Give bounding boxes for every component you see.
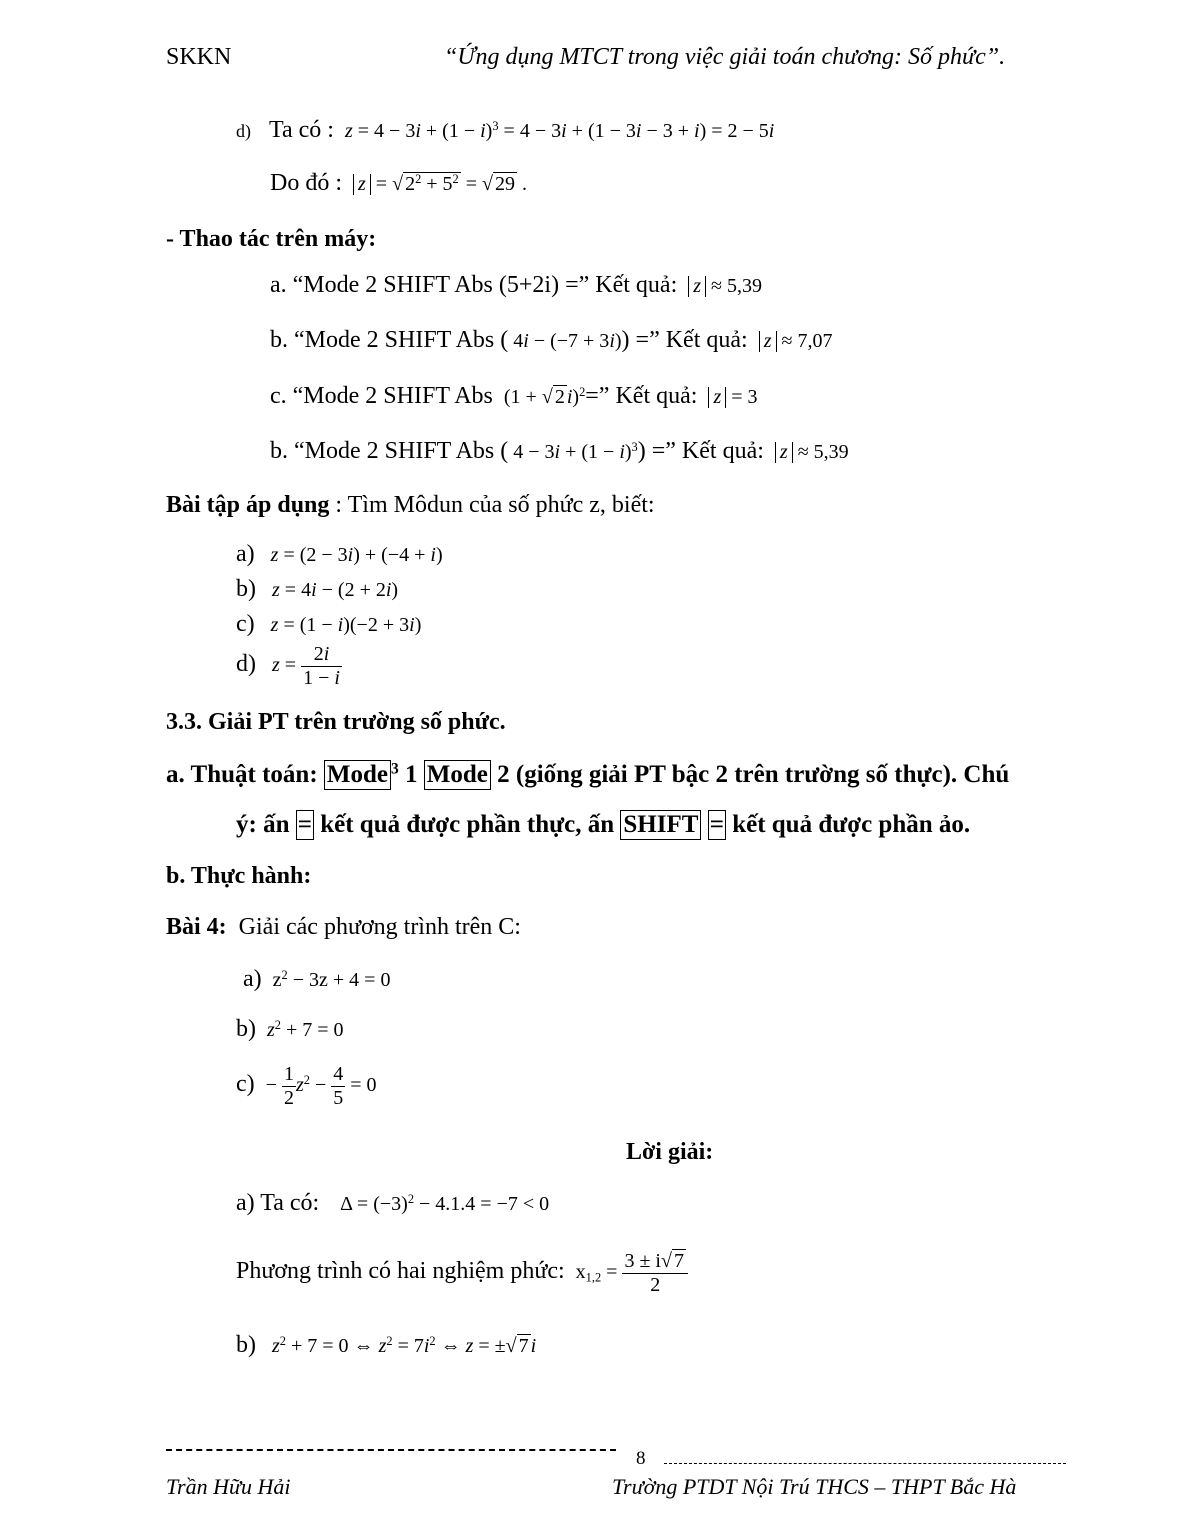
ops-item-d: b. “Mode 2 SHIFT Abs ( $4 - 3i + (1 - i)^3$) =” Kết quả: z ≈ 5,39 bbox=[270, 438, 849, 464]
mode-key-2: Mode bbox=[424, 760, 491, 790]
equals-key: = bbox=[297, 811, 312, 838]
algo-two-text: 2 (giống giải PT bậc 2 trên trường số thực). Chú bbox=[497, 761, 1010, 788]
footer-school: Trường PTDT Nội Trú THCS – THPT Bắc Hà bbox=[612, 1474, 1017, 1499]
ops-item-b-text: b. “Mode 2 SHIFT Abs bbox=[270, 327, 495, 353]
solution-title: Lời giải: bbox=[626, 1139, 714, 1165]
ops-item-b-result: ≈ 7,07 bbox=[781, 330, 833, 352]
bai4-label-b: b) bbox=[236, 1016, 256, 1042]
exercise-label-c: c) bbox=[236, 611, 255, 637]
ops-item-c-result: = 3 bbox=[731, 386, 758, 408]
equals-key-2: = bbox=[709, 811, 724, 838]
bai4-text: Giải các phương trình trên C: bbox=[238, 914, 521, 940]
bai4-title: Bài 4: bbox=[166, 914, 227, 940]
bai4-label-c: c) bbox=[236, 1071, 255, 1098]
solution-a-roots: Phương trình có hai nghiệm phức: $x_{1,2}$ = $\frac{3 \pm i√ 7}{2}$ bbox=[236, 1250, 688, 1297]
sol-d-marker: d) bbox=[236, 121, 251, 141]
section33-note bbox=[236, 810, 970, 840]
bai4-heading bbox=[166, 914, 521, 941]
footer-rule-left bbox=[166, 1449, 616, 1451]
solution-roots-text: Phương trình có hai nghiệm phức: bbox=[236, 1258, 565, 1285]
sol-d-line2 bbox=[270, 170, 527, 197]
mode-sup: 3 bbox=[391, 760, 399, 778]
ops-item-c: c. “Mode 2 SHIFT Abs (1 + √ 2 i)$^2$=” Kết quả: z = 3 bbox=[270, 383, 758, 409]
ops-item-b-suffix: ) =” Kết quả: bbox=[621, 327, 748, 353]
practice-heading: b. Thực hành: bbox=[166, 863, 312, 889]
exercise-label-d: d) bbox=[236, 651, 256, 678]
footer-author: Trần Hữu Hải bbox=[166, 1474, 291, 1499]
solution-b-line: b) $z^2 + 7 = 0$ ⇔ $z^2 = 7i^2$ ⇔ z = ±√ 7 i bbox=[236, 1332, 537, 1358]
sol-d-lead: Ta có : bbox=[269, 117, 334, 143]
exercise-item-c: c) z = (1 − i)(−2 + 3i) bbox=[236, 611, 422, 637]
note-part3: kết quả được phần ảo. bbox=[732, 811, 971, 838]
sol-d-formula: $z = 4 - 3i + (1 - i)^3 = 4 - 3i + (1 - 3i - 3 + i) = 2 - 5i$ bbox=[344, 119, 775, 142]
ops-item-b: b. “Mode 2 SHIFT Abs ( 4i − (−7 + 3i)) =” Kết quả: z ≈ 7,07 bbox=[270, 327, 833, 353]
section33-algo bbox=[166, 760, 1009, 790]
section33-title: 3.3. Giải PT trên trường số phức. bbox=[166, 709, 506, 735]
sol-d-line1 bbox=[236, 117, 774, 144]
bai4-item-b: b) $z^2 + 7 = 0$ bbox=[236, 1016, 344, 1042]
ops-item-d-suffix: ) =” Kết quả: bbox=[637, 438, 764, 464]
exercise-label-a: a) bbox=[236, 541, 255, 567]
exercise-item-b: b) z = 4i − (2 + 2i) bbox=[236, 576, 399, 602]
ops-item-a-result: ≈ 5,39 bbox=[711, 275, 763, 297]
exercise-text: : Tìm Môdun của số phức z, biết: bbox=[335, 492, 655, 518]
shift-key: SHIFT bbox=[620, 810, 701, 840]
exercise-heading bbox=[166, 492, 655, 519]
bai4-item-c: c) − $\frac{1}{2}$ $z^2$ − $\frac{4}{5}$ = 0 bbox=[236, 1063, 377, 1109]
header-title: “Ứng dụng MTCT trong việc giải toán chương: Số phức”. bbox=[444, 44, 1006, 70]
ops-item-a: a. “Mode 2 SHIFT Abs (5+2i) =” Kết quả: z ≈ 5,39 bbox=[270, 272, 763, 298]
exercise-label-b: b) bbox=[236, 576, 256, 602]
note-part2: kết quả được phần thực, ấn bbox=[320, 811, 615, 838]
solution-a-line: a) Ta có: $\Delta = (-3)^2 - 4.1.4 = -7 < 0$ bbox=[236, 1190, 550, 1216]
solution-b-label: b) bbox=[236, 1332, 256, 1358]
ops-item-d-result: ≈ 5,39 bbox=[797, 441, 849, 463]
exercise-item-d: d) z = $\frac{2i}{1 - i}$ bbox=[236, 643, 340, 689]
ops-item-c-suffix: =” Kết quả: bbox=[585, 383, 698, 409]
page-number: 8 bbox=[636, 1448, 646, 1469]
header-left: SKKN bbox=[166, 44, 232, 70]
sol-d-do-do: Do đó : bbox=[270, 170, 342, 196]
solution-a-lead: a) Ta có: bbox=[236, 1190, 320, 1216]
ops-item-a-text: a. “Mode 2 SHIFT Abs (5+2i) =” Kết quả: bbox=[270, 272, 678, 298]
exercise-item-a: a) z = (2 − 3i) + (−4 + i) bbox=[236, 541, 443, 567]
ops-item-d-text: b. “Mode 2 SHIFT Abs bbox=[270, 438, 495, 464]
bai4-label-a: a) bbox=[243, 966, 262, 992]
note-part1: ý: ấn bbox=[236, 811, 290, 838]
algo-label: a. Thuật toán: bbox=[166, 761, 318, 788]
ops-heading: - Thao tác trên máy: bbox=[166, 226, 377, 252]
bai4-item-a: a) $z^2 - 3z + 4 = 0$ bbox=[243, 966, 391, 992]
sol-d-modulus: z = √ $2^2 + 5^2$ = √ 29 . bbox=[348, 173, 527, 195]
algo-one: 1 bbox=[405, 761, 418, 788]
footer-rule-right bbox=[664, 1463, 1066, 1464]
ops-item-c-text: c. “Mode 2 SHIFT Abs bbox=[270, 383, 493, 409]
mode-key: Mode bbox=[324, 760, 391, 790]
exercise-title: Bài tập áp dụng bbox=[166, 492, 330, 518]
